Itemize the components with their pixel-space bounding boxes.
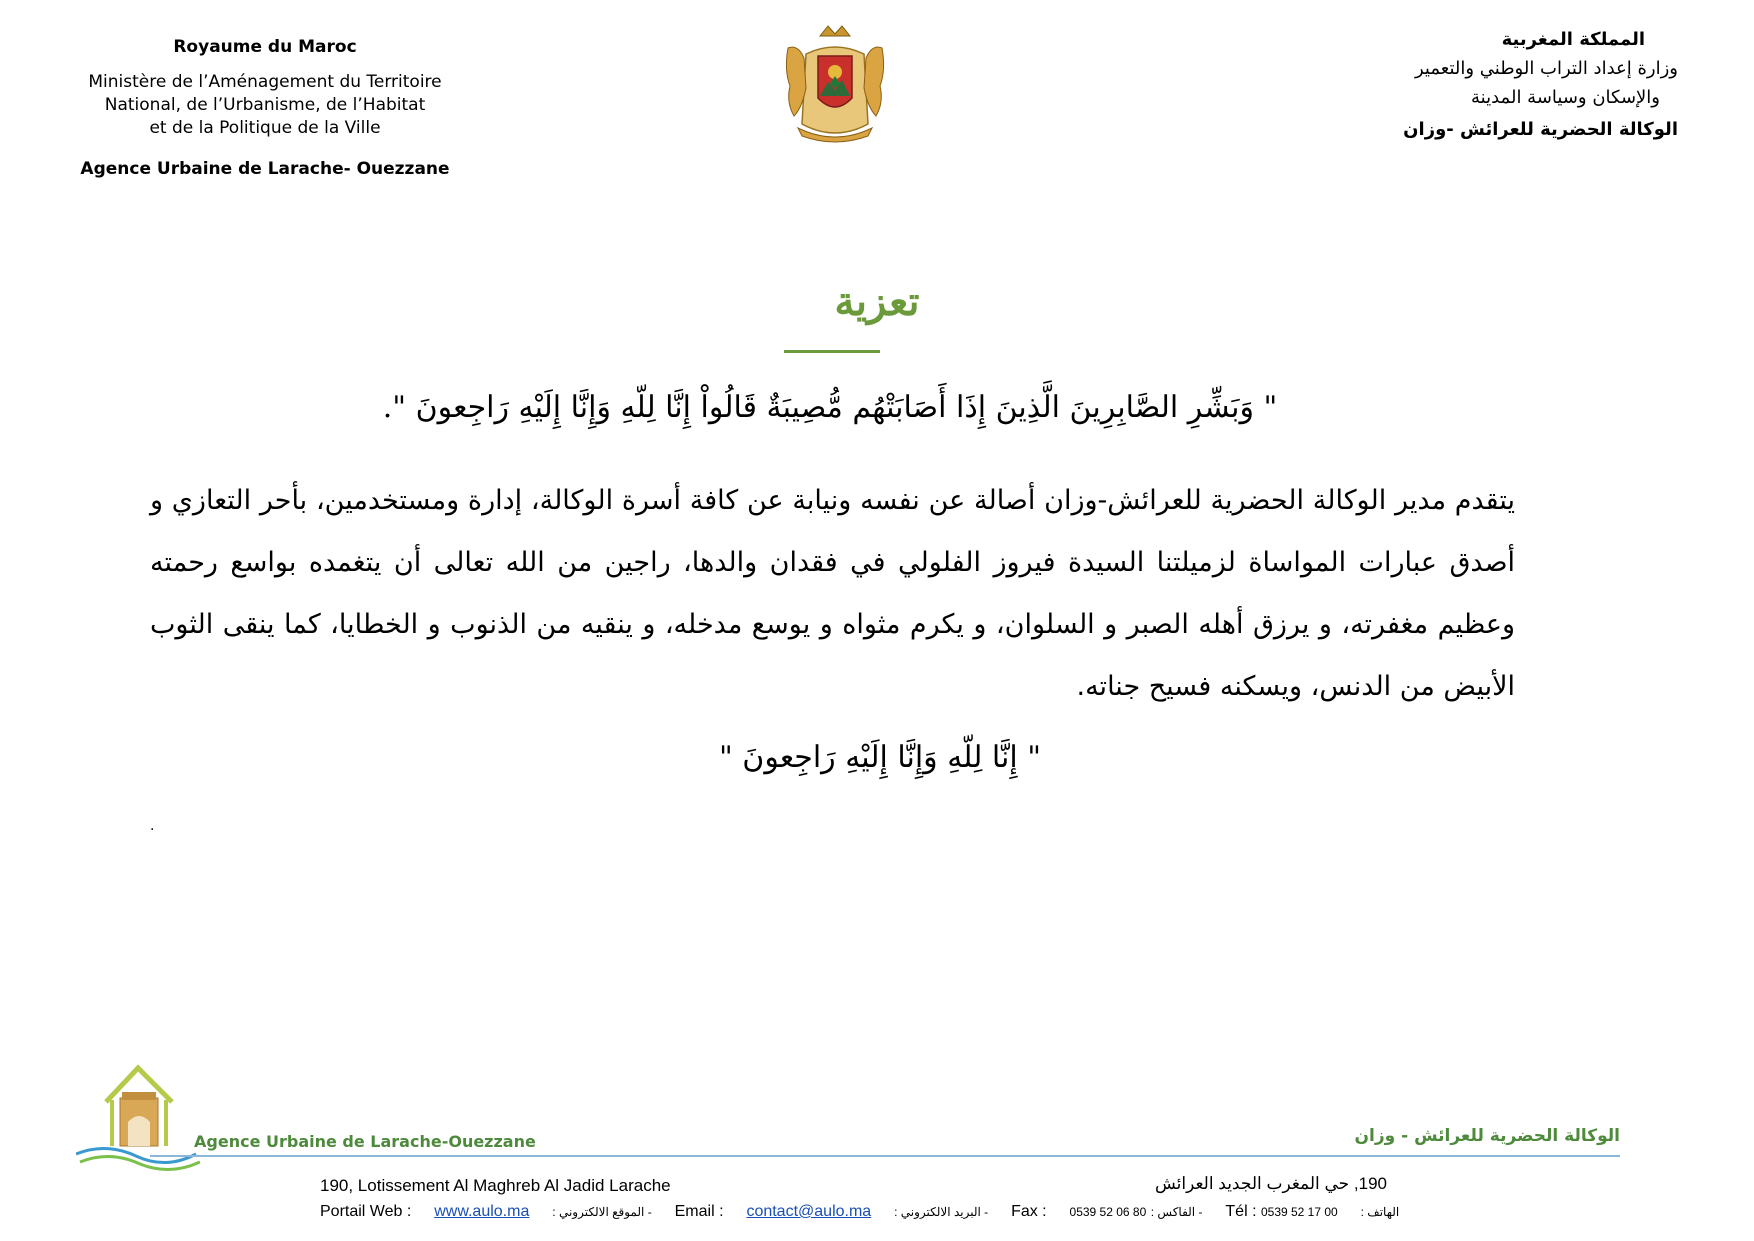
email-link[interactable]: contact@aulo.ma	[746, 1203, 872, 1220]
page-title: تعزية	[834, 278, 920, 325]
footer-address-fr: 190, Lotissement Al Maghreb Al Jadid Larache	[320, 1176, 671, 1195]
header-country-fr: Royaume du Maroc	[173, 37, 357, 57]
web-label-ar: : الموقع الالكتروني -	[552, 1205, 652, 1219]
header-country-ar: المملكة المغربية	[1501, 29, 1645, 50]
closing-verse: " إِنَّا لِلّهِ وَإِنَّا إِلَيْهِ رَاجِعونَ "	[718, 740, 1042, 775]
header-ministry-fr-line1: Ministère de l’Aménagement du Territoire	[88, 71, 442, 92]
fax-label-ar: : الفاكس -	[1150, 1205, 1203, 1219]
header-right	[1340, 26, 1700, 145]
footer-contact-line	[320, 1203, 1400, 1227]
header-ministry-ar-line2: والإسكان وسياسة المدينة	[1471, 86, 1660, 108]
coat-of-arms-icon	[776, 24, 894, 146]
footer-divider	[150, 1155, 1620, 1157]
email-label-ar: : البريد الالكتروني -	[894, 1205, 989, 1219]
web-label: Portail Web :	[320, 1203, 412, 1220]
footer-agency-fr: Agence Urbaine de Larache-Ouezzane	[194, 1132, 536, 1151]
tel-label-ar: : الهاتف	[1360, 1205, 1400, 1219]
footer-address-ar: 190, حي المغرب الجديد العرائش	[1154, 1174, 1387, 1193]
header-left	[60, 36, 470, 181]
coat-of-arms-emblem	[776, 24, 894, 146]
web-link[interactable]: www.aulo.ma	[434, 1203, 530, 1220]
header-ministry-ar-line1: وزارة إعداد التراب الوطني والتعمير	[1414, 57, 1678, 79]
title-underline	[784, 350, 880, 353]
header-agency-fr: Agence Urbaine de Larache- Ouezzane	[80, 158, 450, 179]
tel-number: 0539 52 17 00	[1260, 1205, 1338, 1219]
fax-label: Fax :	[1011, 1203, 1047, 1220]
tel-label: Tél :	[1225, 1203, 1257, 1220]
stray-mark: .	[150, 818, 155, 834]
footer-agency-ar: الوكالة الحضرية للعرائش - وزان	[1354, 1126, 1620, 1146]
email-label: Email :	[674, 1203, 724, 1220]
header-ministry-fr-line3: et de la Politique de la Ville	[149, 117, 381, 138]
fax-number: 0539 52 06 80	[1069, 1205, 1147, 1219]
header-ministry-fr-line2: National, de l’Urbanisme, de l’Habitat	[104, 94, 426, 115]
condolence-body: يتقدم مدير الوكالة الحضرية للعرائش-وزان أصالة عن نفسه ونيابة عن كافة أسرة الوكالة، إدارة ومستخدمين، بأحر التعازي و أصدق عبارات المواساة لزميلتنا السيدة فيروز الفلولي في فقدان والدها، راجين من الله تعالى أن يتغمده بواسع رحمته وعظيم مغفرته، و يرزق أهله الصبر و السلوان، و يكرم مثواه و يوسع مدخله، و ينقيه من الذنوب و الخطايا، كما ينقى الثوب الأبيض من الدنس، ويسكنه فسيح جناته.	[150, 485, 1515, 702]
header-agency-ar: الوكالة الحضرية للعرائش -وزان	[1403, 119, 1678, 141]
opening-verse: " وَبَشِّرِ الصَّابِرِينَ الَّذِينَ إِذَا أَصَابَتْهُم مُّصِيبَةٌ قَالُواْ إِنَّا لِلّهِ وَإِنَّا إِلَيْهِ رَاجِعونَ ".	[382, 390, 1278, 425]
